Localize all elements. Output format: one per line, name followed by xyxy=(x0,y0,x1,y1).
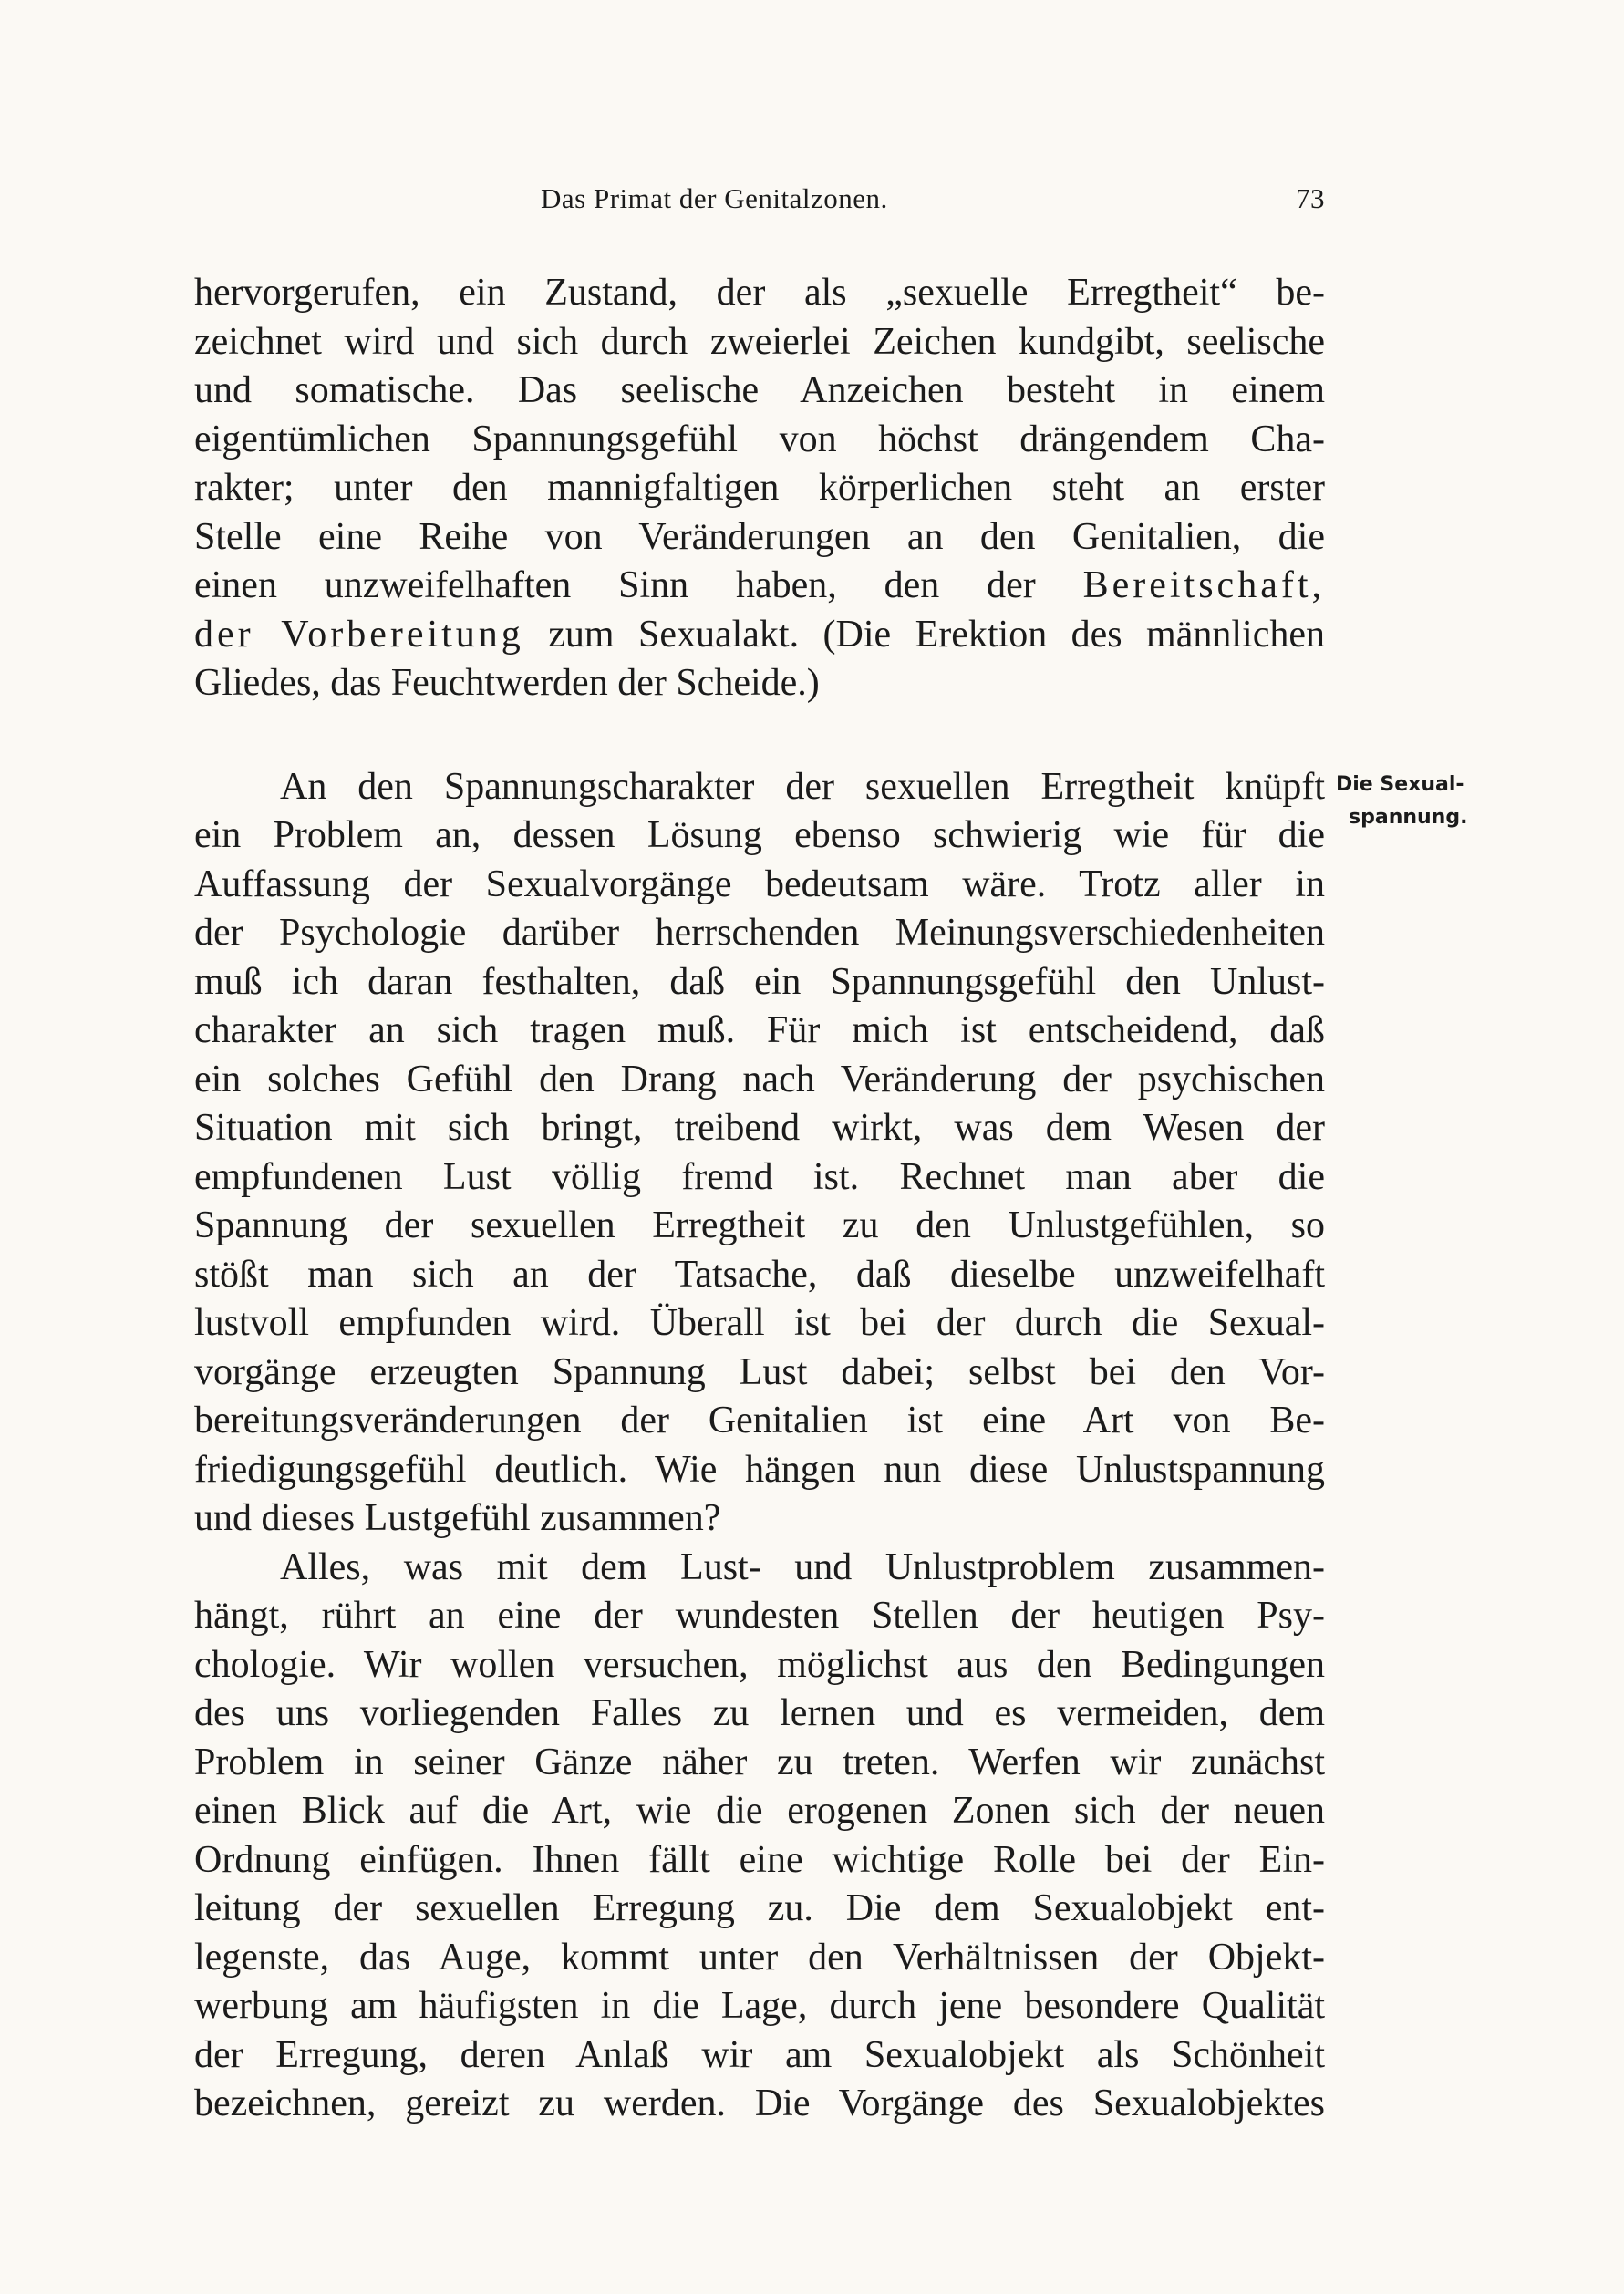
text-line: bezeichnen, gereizt zu werden. Die Vorgänge des Sexualobjektes xyxy=(194,2082,1325,2124)
margin-note-line: spannung. xyxy=(1349,806,1468,829)
text-line xyxy=(194,611,1325,660)
text-line: leitung der sexuellen Erregung zu. Die dem Sexualobjekt ent- xyxy=(194,1887,1325,1929)
paragraph-gap xyxy=(194,708,1325,763)
margin-note-line: Die Sexual- xyxy=(1336,773,1464,796)
text-line: stößt man sich an der Tatsache, daß dieselbe unzweifelhaft xyxy=(194,1253,1325,1296)
margin-note xyxy=(1336,769,1467,834)
text-line: Alles, was mit dem Lust- und Unlustproblem zusammen- xyxy=(280,1545,1325,1588)
text-run: einen unzweifelhaften Sinn haben, den der xyxy=(194,564,1083,606)
text-line: Gliedes, das Feuchtwerden der Scheide.) xyxy=(194,662,820,704)
body-text xyxy=(194,269,1325,2129)
text-line: lustvoll empfunden wird. Überall ist bei der durch die Sexual- xyxy=(194,1302,1325,1344)
running-head-title: Das Primat der Genitalzonen. xyxy=(541,182,888,214)
text-line: Spannung der sexuellen Erregtheit zu den Unlustgefühlen, so xyxy=(194,1204,1325,1246)
text-line: der Psychologie darüber herrschenden Meinungsverschiedenheiten xyxy=(194,912,1325,954)
text-line: charakter an sich tragen muß. Für mich ist entscheidend, daß xyxy=(194,1009,1325,1051)
paragraph-3 xyxy=(194,1544,1325,2129)
text-line: muß ich daran festhalten, daß ein Spannungsgefühl den Unlust- xyxy=(194,960,1325,1003)
text-line: ein Problem an, dessen Lösung ebenso schwierig wie für die xyxy=(194,814,1325,856)
text-run: zum Sexualakt. (Die Erektion des männlichen xyxy=(523,613,1325,656)
text-line: Situation mit sich bringt, treibend wirkt, was dem Wesen der xyxy=(194,1107,1325,1149)
text-line: des uns vorliegenden Falles zu lernen und es vermeiden, dem xyxy=(194,1692,1325,1734)
text-line: und somatische. Das seelische Anzeichen besteht in einem xyxy=(194,369,1325,411)
emphasized-text: der Vorbereitung xyxy=(194,613,524,656)
text-line: werbung am häufigsten in die Lage, durch jene besondere Qualität xyxy=(194,1985,1325,2027)
text-line xyxy=(194,562,1325,611)
text-line: bereitungsveränderungen der Genitalien ist eine Art von Be- xyxy=(194,1400,1325,1442)
text-line: vorgänge erzeugten Spannung Lust dabei; selbst bei den Vor- xyxy=(194,1350,1325,1393)
text-line: rakter; unter den mannigfaltigen körperlichen steht an erster xyxy=(194,467,1325,509)
text-line: legenste, das Auge, kommt unter den Verhältnissen der Objekt- xyxy=(194,1936,1325,1979)
text-line: Ordnung einfügen. Ihnen fällt eine wichtige Rolle bei der Ein- xyxy=(194,1838,1325,1881)
text-line: hängt, rührt an eine der wundesten Stellen der heutigen Psy- xyxy=(194,1595,1325,1637)
text-line: hervorgerufen, ein Zustand, der als „sexuelle Erregtheit“ be- xyxy=(194,272,1325,314)
text-line: der Erregung, deren Anlaß wir am Sexualobjekt als Schönheit xyxy=(194,2033,1325,2076)
paragraph-1 xyxy=(194,269,1325,708)
text-line: und dieses Lustgefühl zusammen? xyxy=(194,1497,721,1539)
text-line: chologie. Wir wollen versuchen, möglichst aus den Bedingungen xyxy=(194,1643,1325,1686)
text-line: An den Spannungscharakter der sexuellen Erregtheit knüpft xyxy=(280,765,1325,808)
text-line: eigentümlichen Spannungsgefühl von höchst drängendem Cha- xyxy=(194,418,1325,460)
text-line: zeichnet wird und sich durch zweierlei Zeichen kundgibt, seelische xyxy=(194,320,1325,363)
text-line: friedigungsgefühl deutlich. Wie hängen nun diese Unlustspannung xyxy=(194,1448,1325,1491)
text-line: ein solches Gefühl den Drang nach Veränderung der psychischen xyxy=(194,1058,1325,1100)
text-line: Auffassung der Sexualvorgänge bedeutsam wäre. Trotz aller in xyxy=(194,863,1325,905)
text-line: Problem in seiner Gänze näher zu treten. Werfen wir zunächst xyxy=(194,1741,1325,1783)
text-line: empfundenen Lust völlig fremd ist. Rechnet man aber die xyxy=(194,1155,1325,1198)
text-line: Stelle eine Reihe von Veränderungen an den Genitalien, die xyxy=(194,515,1325,558)
text-line: einen Blick auf die Art, wie die erogenen Zonen sich der neuen xyxy=(194,1790,1325,1832)
page-number: 73 xyxy=(1296,182,1325,214)
emphasized-text: Bereitschaft, xyxy=(1082,564,1325,606)
paragraph-2 xyxy=(194,763,1325,1544)
